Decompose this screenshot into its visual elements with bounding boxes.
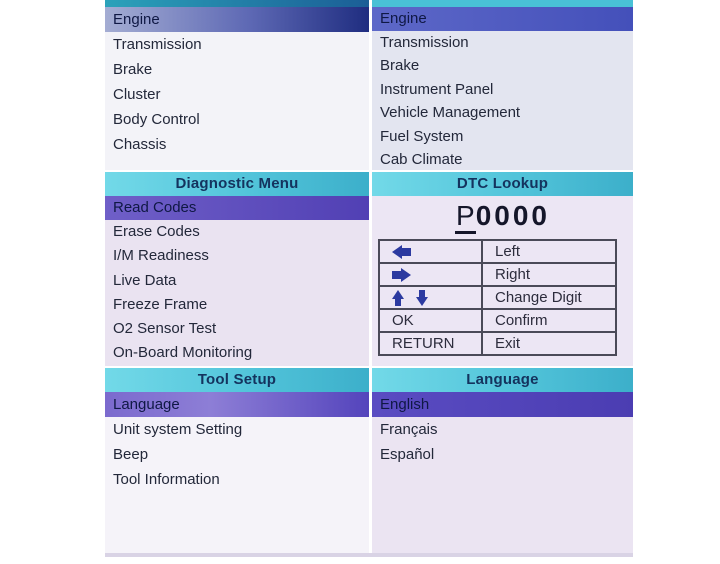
menu-item-freeze-frame[interactable]: Freeze Frame bbox=[113, 295, 208, 313]
header-strip bbox=[105, 0, 369, 7]
dtc-code-digits: 0000 bbox=[475, 200, 550, 231]
panel-title-language: Language bbox=[372, 368, 633, 392]
help-action-label: Confirm bbox=[482, 309, 616, 332]
header-strip bbox=[372, 0, 633, 7]
menu-item-erase-codes[interactable]: Erase Codes bbox=[113, 223, 200, 241]
menu-item-body-control[interactable]: Body Control bbox=[113, 111, 200, 128]
help-row-right bbox=[379, 263, 616, 286]
panel-tool-setup bbox=[105, 368, 369, 557]
menu-item-vehicle-management[interactable]: Vehicle Management bbox=[380, 104, 521, 121]
menu-item-engine[interactable]: Engine bbox=[105, 7, 369, 32]
menu-item-im-readiness[interactable]: I/M Readiness bbox=[113, 247, 209, 265]
screen-bottom-edge bbox=[105, 553, 633, 557]
help-row-ok bbox=[379, 309, 616, 332]
help-row-left bbox=[379, 240, 616, 263]
menu-item-tool-information[interactable]: Tool Information bbox=[113, 471, 220, 488]
menu-item-brake[interactable]: Brake bbox=[113, 61, 153, 78]
help-row-return bbox=[379, 332, 616, 355]
menu-item-unit-system-setting[interactable]: Unit system Setting bbox=[113, 421, 243, 438]
menu-item-francais[interactable]: Français bbox=[380, 421, 438, 438]
panel-title-diagnostic-menu: Diagnostic Menu bbox=[105, 172, 369, 196]
menu-item-cab-climate[interactable]: Cab Climate bbox=[380, 151, 463, 168]
menu-item-transmission[interactable]: Transmission bbox=[113, 36, 202, 53]
help-key-label: OK bbox=[379, 309, 482, 332]
arrow-up-icon bbox=[392, 290, 404, 306]
menu-item-language[interactable]: Language bbox=[105, 392, 369, 417]
menu-item-chassis[interactable]: Chassis bbox=[113, 136, 167, 153]
menu-item-beep[interactable]: Beep bbox=[113, 446, 149, 463]
menu-item-cluster[interactable]: Cluster bbox=[113, 86, 161, 103]
dtc-code-display[interactable] bbox=[372, 199, 633, 239]
menu-item-transmission[interactable]: Transmission bbox=[380, 33, 469, 51]
menu-item-espanol[interactable]: Español bbox=[380, 446, 435, 463]
menu-item-read-codes[interactable]: Read Codes bbox=[105, 196, 369, 220]
arrow-right-icon bbox=[392, 268, 411, 282]
menu-item-instrument-panel[interactable]: Instrument Panel bbox=[380, 80, 494, 98]
help-action-label: Right bbox=[482, 263, 616, 286]
arrow-down-icon bbox=[416, 290, 428, 306]
panel-language-select bbox=[372, 368, 633, 557]
menu-item-english[interactable]: English bbox=[372, 392, 633, 417]
arrow-left-icon bbox=[392, 245, 411, 259]
menu-item-brake[interactable]: Brake bbox=[380, 57, 420, 74]
menu-item-fuel-system[interactable]: Fuel System bbox=[380, 127, 464, 145]
dtc-key-help-table bbox=[378, 239, 617, 356]
panel-title-dtc-lookup: DTC Lookup bbox=[372, 172, 633, 196]
dtc-code-active-digit[interactable]: P bbox=[455, 200, 476, 234]
help-key-label: RETURN bbox=[379, 332, 482, 355]
menu-item-live-data[interactable]: Live Data bbox=[113, 271, 177, 289]
menu-item-o2-sensor-test[interactable]: O2 Sensor Test bbox=[113, 319, 217, 337]
panel-diagnostic-menu bbox=[105, 172, 369, 366]
panel-vehicle-systems-b bbox=[372, 0, 633, 170]
panel-dtc-lookup bbox=[372, 172, 633, 366]
panel-vehicle-systems-a bbox=[105, 0, 369, 170]
menu-item-on-board-monitoring[interactable]: On-Board Monitoring bbox=[113, 344, 253, 362]
menu-item-engine[interactable]: Engine bbox=[372, 7, 633, 31]
help-row-change-digit bbox=[379, 286, 616, 309]
panel-title-tool-setup: Tool Setup bbox=[105, 368, 369, 392]
help-action-label: Change Digit bbox=[482, 286, 616, 309]
help-action-label: Left bbox=[482, 240, 616, 263]
help-action-label: Exit bbox=[482, 332, 616, 355]
